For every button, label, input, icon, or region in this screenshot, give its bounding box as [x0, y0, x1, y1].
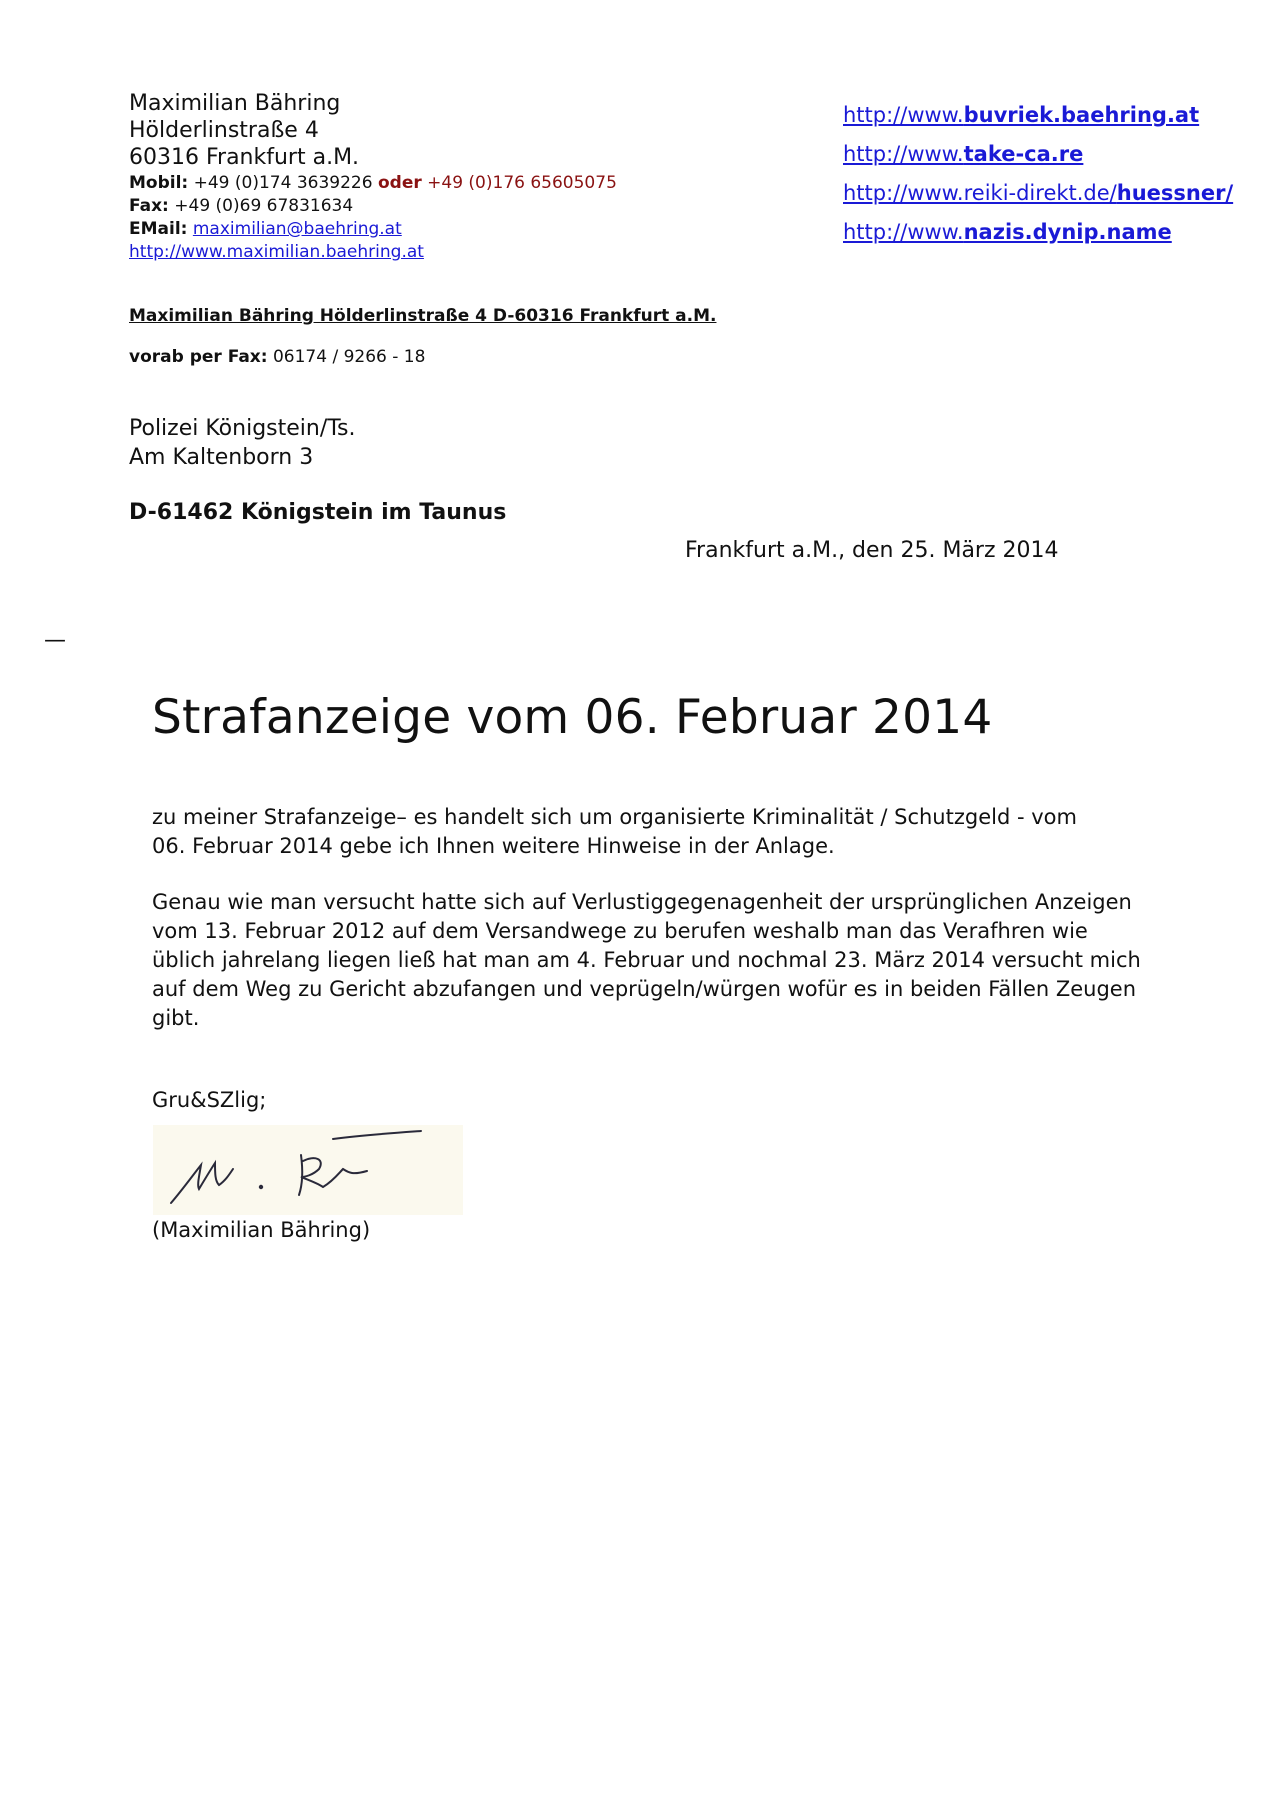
- email-label: EMail:: [129, 219, 188, 239]
- mobile-number-2: +49 (0)176 65605075: [427, 173, 617, 193]
- mobile-label: Mobil:: [129, 173, 189, 193]
- website-link[interactable]: http://www.maximilian.baehring.at: [129, 242, 424, 262]
- paragraph-line: gibt.: [152, 1006, 200, 1030]
- sender-email: [129, 218, 617, 241]
- sender-name: Maximilian Bähring: [129, 91, 341, 116]
- email-link[interactable]: maximilian@baehring.at: [192, 219, 402, 239]
- fold-mark: —: [44, 628, 66, 653]
- fax-label: Fax:: [129, 196, 169, 216]
- signer-name: (Maximilian Bähring): [152, 1218, 371, 1242]
- recipient-city: D-61462 Königstein im Taunus: [129, 500, 507, 525]
- paragraph-line: zu meiner Strafanzeige– es handelt sich um organisierte Kriminalität / Schutzgeld - vom: [152, 805, 1077, 829]
- body-paragraph-2: [152, 888, 1152, 1033]
- sender-street: Hölderlinstraße 4: [129, 118, 319, 143]
- paragraph-line: Genau wie man versucht hatte sich auf Verlustiggegenagenheit der ursprünglichen Anzeigen: [152, 890, 1132, 914]
- letter-date: Frankfurt a.M., den 25. März 2014: [685, 538, 1059, 563]
- weblink-nazis[interactable]: http://www.nazis.dynip.name: [843, 220, 1172, 244]
- paragraph-line: üblich jahrelang liegen ließ hat man am 4. Februar und nochmal 23. März 2014 versucht mich: [152, 948, 1141, 972]
- weblink-take-care[interactable]: http://www.take-ca.re: [843, 142, 1084, 166]
- sender-city: 60316 Frankfurt a.M.: [129, 145, 360, 170]
- fax-number: +49 (0)69 67831634: [174, 196, 354, 216]
- sender-block: [129, 90, 617, 264]
- mobile-or: oder: [377, 173, 422, 193]
- signature-image: [153, 1125, 463, 1215]
- letter-subject: Strafanzeige vom 06. Februar 2014: [152, 690, 993, 745]
- paragraph-line: auf dem Weg zu Gericht abzufangen und veprügeln/würgen wofür es in beiden Fällen Zeugen: [152, 977, 1137, 1001]
- paragraph-line: 06. Februar 2014 gebe ich Ihnen weitere Hinweise in der Anlage.: [152, 834, 835, 858]
- recipient-address: [129, 414, 356, 472]
- weblinks-list: [843, 96, 1233, 252]
- recipient-line1: Polizei Königstein/Ts.: [129, 416, 356, 441]
- sender-mobile: [129, 172, 617, 195]
- recipient-line2: Am Kaltenborn 3: [129, 445, 314, 470]
- weblink-reiki[interactable]: http://www.reiki-direkt.de/huessner/: [843, 181, 1234, 205]
- signature-icon: [153, 1125, 463, 1215]
- paragraph-line: vom 13. Februar 2012 auf dem Versandwege zu berufen weshalb man das Verafhren wie: [152, 919, 1088, 943]
- fax-note: [129, 347, 425, 367]
- return-address: Maximilian Bähring Hölderlinstraße 4 D-60316 Frankfurt a.M.: [129, 306, 717, 326]
- sender-fax: [129, 195, 617, 218]
- body-paragraph-1: [152, 803, 1152, 861]
- weblink-buvriek[interactable]: http://www.buvriek.baehring.at: [843, 103, 1200, 127]
- mobile-number-1: +49 (0)174 3639226: [193, 173, 373, 193]
- fax-note-label: vorab per Fax:: [129, 347, 268, 367]
- closing-greeting: Gru&SZlig;: [152, 1088, 267, 1112]
- sender-website: [129, 241, 617, 264]
- fax-note-number: 06174 / 9266 - 18: [272, 347, 426, 367]
